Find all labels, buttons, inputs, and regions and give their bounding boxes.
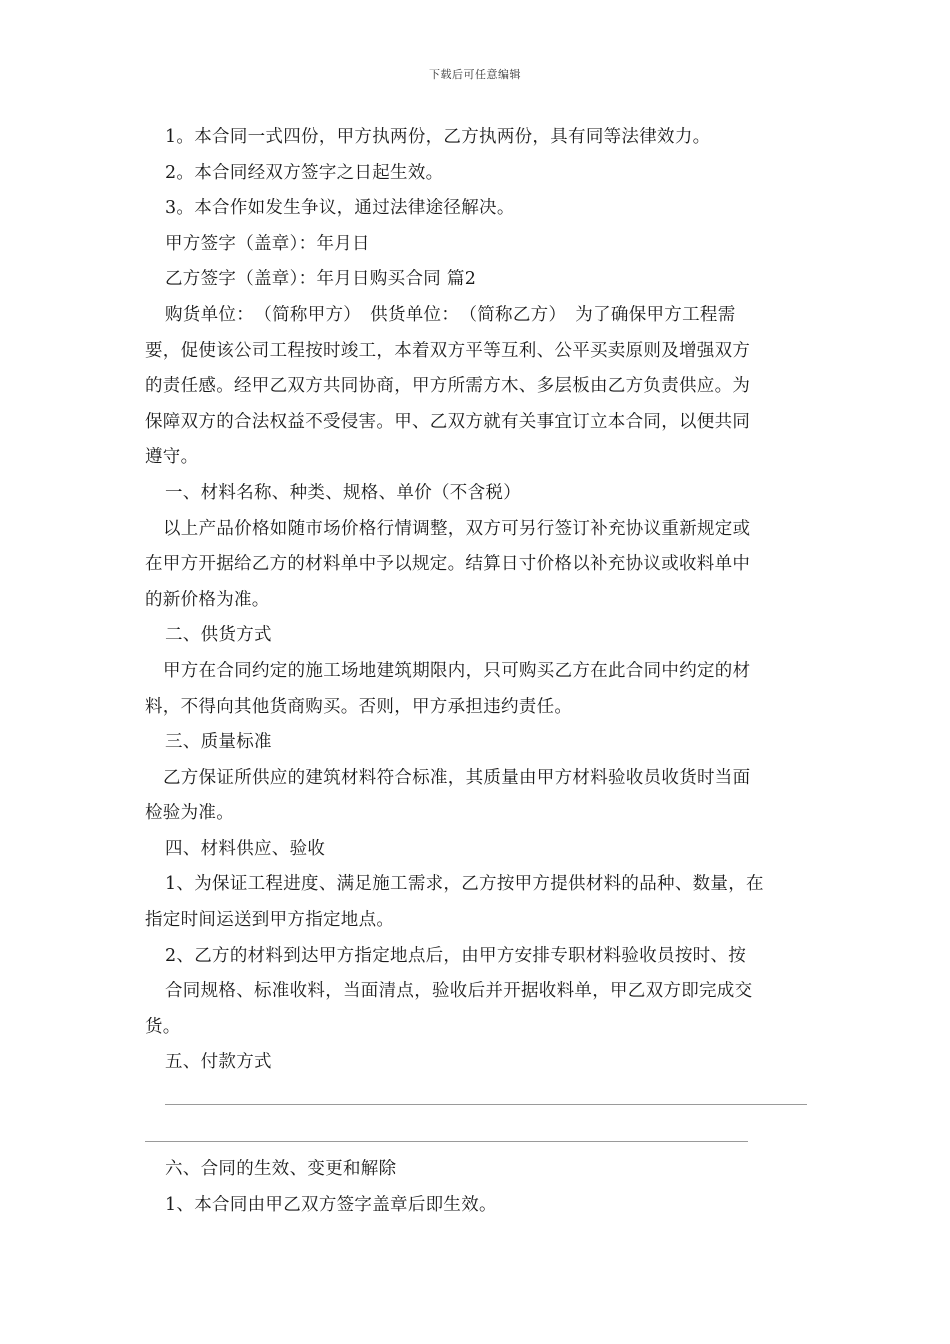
header-note: 下载后可任意编辑	[429, 68, 521, 81]
clause-effective: 2。本合同经双方签字之日起生效。	[165, 162, 444, 183]
section-heading-quality: 三、质量标准	[165, 732, 272, 753]
section-heading-materials: 一、材料名称、种类、规格、单价（不含税）	[165, 482, 521, 503]
intro-paragraph-line: 购货单位： （简称甲方） 供货单位： （简称乙方） 为了确保甲方工程需	[165, 304, 736, 325]
intro-paragraph-line: 的责任感。经甲乙双方共同协商，甲方所需方木、多层板由乙方负责供应。为	[145, 376, 751, 397]
quality-paragraph-line: 乙方保证所供应的建筑材料符合标准，其质量由甲方材料验收员收货时当面	[163, 767, 751, 788]
document-body	[145, 120, 810, 1081]
quality-paragraph-line: 检验为准。	[145, 803, 234, 824]
acceptance-item-2-line: 2、乙方的材料到达甲方指定地点后，由甲方安排专职材料验收员按时、按	[165, 945, 747, 966]
price-paragraph-line: 以上产品价格如随市场价格行情调整，双方可另行签订补充协议重新规定或	[163, 518, 751, 539]
termination-item-1: 1、本合同由甲乙双方签字盖章后即生效。	[165, 1194, 497, 1215]
acceptance-item-1-line: 指定时间运送到甲方指定地点。	[145, 910, 395, 931]
section-heading-termination: 六、合同的生效、变更和解除	[165, 1159, 397, 1179]
party-b-signature: 乙方签字（盖章）：年月日购买合同 篇2	[165, 269, 477, 290]
acceptance-item-2-line: 货。	[145, 1016, 181, 1037]
clause-copies: 1。本合同一式四份，甲方执两份，乙方执两份，具有同等法律效力。	[165, 127, 711, 147]
party-a-signature: 甲方签字（盖章）：年月日	[165, 233, 370, 254]
section-heading-payment: 五、付款方式	[165, 1052, 272, 1073]
intro-paragraph-line: 保障双方的合法权益不受侵害。甲、乙双方就有关事宜订立本合同，以便共同	[145, 411, 751, 432]
price-paragraph-line: 在甲方开据给乙方的材料单中予以规定。结算日寸价格以补充协议或收料单中	[145, 554, 751, 575]
supply-paragraph-line: 料，不得向其他货商购买。否则，甲方承担违约责任。	[145, 696, 573, 717]
section-heading-acceptance: 四、材料供应、验收	[165, 838, 326, 859]
section-heading-supply: 二、供货方式	[165, 625, 272, 646]
supply-paragraph-line: 甲方在合同约定的施工场地建筑期限内，只可购买乙方在此合同中约定的材	[163, 660, 751, 681]
acceptance-item-2-line: 合同规格、标准收料，当面清点，验收后并开据收料单，甲乙双方即完成交	[165, 981, 753, 1002]
intro-paragraph-line: 要，促使该公司工程按时竣工，本着双方平等互利、公平买卖原则及增强双方	[145, 340, 751, 361]
blank-fill-line	[165, 1104, 807, 1105]
blank-fill-line	[145, 1141, 748, 1142]
acceptance-item-1-line: 1、为保证工程进度、满足施工需求，乙方按甲方提供材料的品种、数量，在	[165, 874, 764, 895]
document-tail	[145, 1152, 810, 1223]
price-paragraph-line: 的新价格为准。	[145, 589, 270, 610]
intro-paragraph-line: 遵守。	[145, 447, 199, 468]
clause-dispute: 3。本合作如发生争议，通过法律途径解决。	[165, 198, 515, 219]
